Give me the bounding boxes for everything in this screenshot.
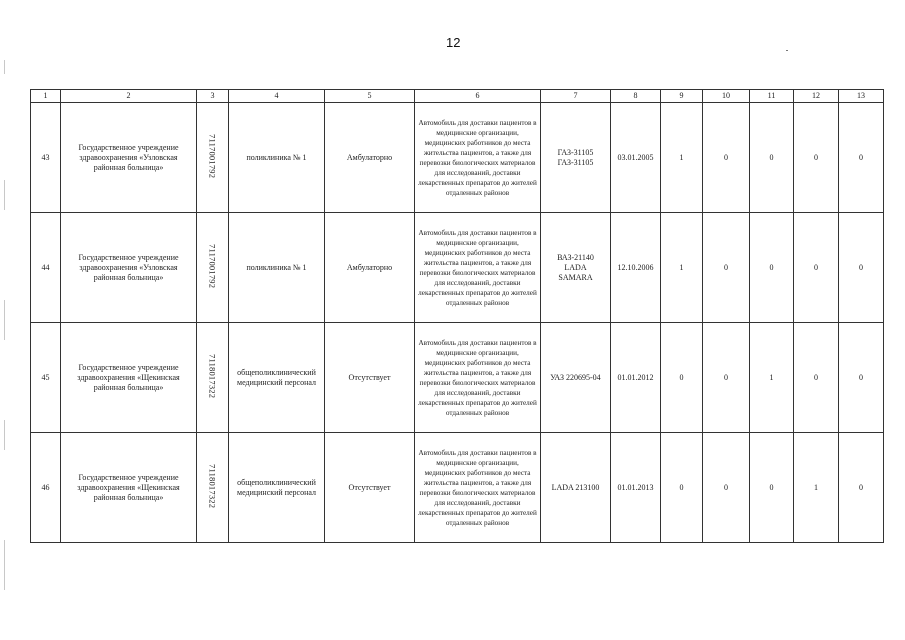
care-type: Амбулаторно xyxy=(325,213,415,323)
column-header: 5 xyxy=(325,90,415,103)
row-number: 46 xyxy=(31,433,61,543)
institution-code: 7118017322 xyxy=(207,353,218,399)
column-header: 12 xyxy=(794,90,839,103)
count-cell: 1 xyxy=(661,213,703,323)
institution-name: Государственное учреждение здравоохранения «Узловская районная больница» xyxy=(61,103,197,213)
institution-code-cell xyxy=(197,213,229,323)
column-header: 4 xyxy=(229,90,325,103)
row-number: 43 xyxy=(31,103,61,213)
column-header: 7 xyxy=(541,90,611,103)
vehicle-model: ВАЗ-21140 LADA SAMARA xyxy=(541,213,611,323)
unit-name: общеполиклинический медицинский персонал xyxy=(229,433,325,543)
count-cell: 0 xyxy=(794,103,839,213)
left-edge-mark xyxy=(4,180,5,210)
count-cell: 0 xyxy=(750,103,794,213)
table-row xyxy=(31,213,884,323)
column-header: 3 xyxy=(197,90,229,103)
column-number-row xyxy=(31,90,884,103)
count-cell: 1 xyxy=(750,323,794,433)
unit-name: поликлиника № 1 xyxy=(229,103,325,213)
count-cell: 0 xyxy=(750,433,794,543)
institution-name: Государственное учреждение здравоохранения «Узловская районная больница» xyxy=(61,213,197,323)
care-type: Отсутствует xyxy=(325,323,415,433)
institution-code: 7117001792 xyxy=(207,243,218,289)
left-edge-mark xyxy=(4,60,5,74)
count-cell: 0 xyxy=(703,323,750,433)
count-cell: 0 xyxy=(661,323,703,433)
unit-name: поликлиника № 1 xyxy=(229,213,325,323)
left-edge-mark xyxy=(4,540,5,590)
count-cell: 0 xyxy=(839,103,884,213)
care-type: Отсутствует xyxy=(325,433,415,543)
vehicle-purpose: Автомобиль для доставки пациентов в медицинские организации, медицинских работников до места жительства пациентов, а также для перевозки биологических материалов для исследований, доставки лекарственных препаратов до жителей отдаленных районов xyxy=(415,103,541,213)
page-number: 12 xyxy=(446,35,461,50)
column-header: 8 xyxy=(611,90,661,103)
table-row xyxy=(31,323,884,433)
vehicle-model: УАЗ 220695-04 xyxy=(541,323,611,433)
column-header: 6 xyxy=(415,90,541,103)
institution-code: 7117001792 xyxy=(207,133,218,179)
column-header: 13 xyxy=(839,90,884,103)
vehicle-model: ГАЗ-31105 ГАЗ-31105 xyxy=(541,103,611,213)
column-header: 11 xyxy=(750,90,794,103)
count-cell: 0 xyxy=(703,213,750,323)
institution-code-cell xyxy=(197,433,229,543)
care-type: Амбулаторно xyxy=(325,103,415,213)
vehicle-model: LADA 213100 xyxy=(541,433,611,543)
registration-date: 03.01.2005 xyxy=(611,103,661,213)
scan-dot xyxy=(786,50,788,51)
row-number: 44 xyxy=(31,213,61,323)
count-cell: 1 xyxy=(661,103,703,213)
column-header: 9 xyxy=(661,90,703,103)
count-cell: 0 xyxy=(839,213,884,323)
registration-date: 01.01.2013 xyxy=(611,433,661,543)
registration-date: 12.10.2006 xyxy=(611,213,661,323)
count-cell: 0 xyxy=(750,213,794,323)
count-cell: 0 xyxy=(661,433,703,543)
count-cell: 0 xyxy=(839,433,884,543)
institution-name: Государственное учреждение здравоохранения «Щекинская районная больница» xyxy=(61,323,197,433)
column-header: 1 xyxy=(31,90,61,103)
institution-code-cell xyxy=(197,103,229,213)
table-row xyxy=(31,433,884,543)
left-edge-mark xyxy=(4,300,5,340)
left-edge-mark xyxy=(4,420,5,450)
count-cell: 0 xyxy=(794,323,839,433)
count-cell: 0 xyxy=(703,433,750,543)
column-header: 10 xyxy=(703,90,750,103)
count-cell: 0 xyxy=(839,323,884,433)
vehicle-purpose: Автомобиль для доставки пациентов в медицинские организации, медицинских работников до места жительства пациентов, а также для перевозки биологических материалов для исследований, доставки лекарственных препаратов до жителей отдаленных районов xyxy=(415,213,541,323)
vehicle-register-table xyxy=(30,89,884,543)
count-cell: 0 xyxy=(794,213,839,323)
institution-code: 7118017322 xyxy=(207,463,218,509)
institution-code-cell xyxy=(197,323,229,433)
vehicle-purpose: Автомобиль для доставки пациентов в медицинские организации, медицинских работников до места жительства пациентов, а также для перевозки биологических материалов для исследований, доставки лекарственных препаратов до жителей отдаленных районов xyxy=(415,323,541,433)
registration-date: 01.01.2012 xyxy=(611,323,661,433)
column-header: 2 xyxy=(61,90,197,103)
vehicle-purpose: Автомобиль для доставки пациентов в медицинские организации, медицинских работников до места жительства пациентов, а также для перевозки биологических материалов для исследований, доставки лекарственных препаратов до жителей отдаленных районов xyxy=(415,433,541,543)
row-number: 45 xyxy=(31,323,61,433)
count-cell: 1 xyxy=(794,433,839,543)
institution-name: Государственное учреждение здравоохранения «Щекинская районная больница» xyxy=(61,433,197,543)
unit-name: общеполиклинический медицинский персонал xyxy=(229,323,325,433)
count-cell: 0 xyxy=(703,103,750,213)
table-row xyxy=(31,103,884,213)
